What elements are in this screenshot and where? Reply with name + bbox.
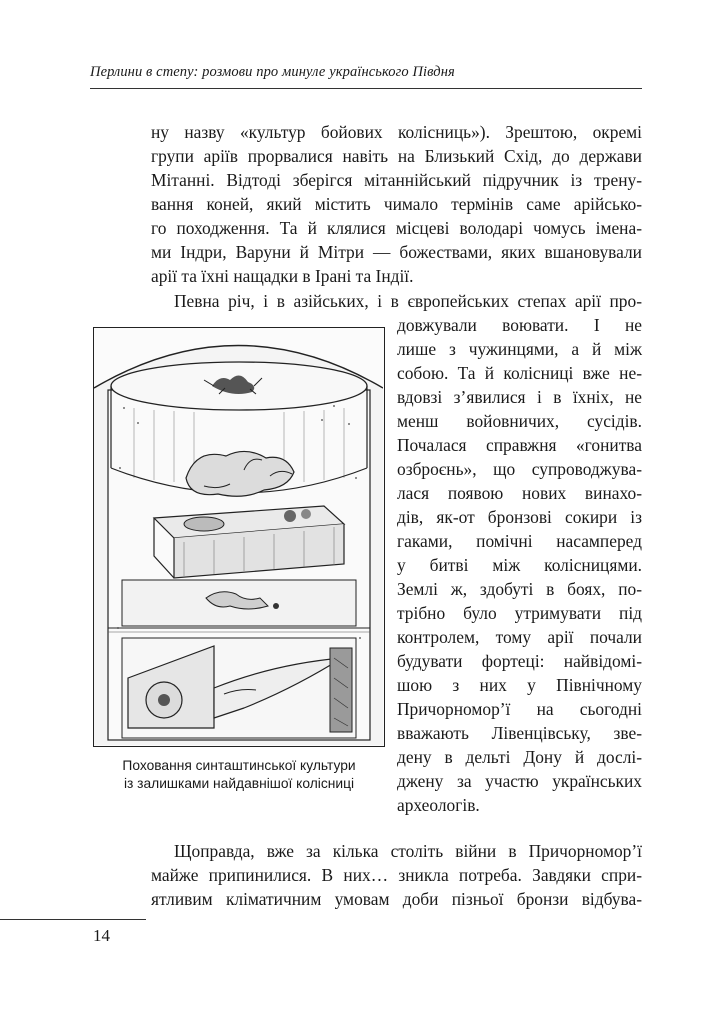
text-line: лася появою нових винахо- bbox=[397, 483, 642, 503]
text-line: майже припинилися. В них… зникла потреба. Завдяки спри- bbox=[151, 865, 642, 885]
text-line: довжували воювати. І не bbox=[397, 315, 642, 335]
text-line: групи аріїв прорвалися навіть на Близький Схід, до держави bbox=[151, 146, 642, 166]
page-number: 14 bbox=[93, 926, 110, 945]
text-line: контролем, тому арії почали bbox=[397, 627, 642, 647]
text-line: дену в дельті Дону й дослі- bbox=[397, 747, 642, 767]
text-line: дів, як-от бронзові сокири із bbox=[397, 507, 642, 527]
text-line: Мітанні. Відтоді зберігся мітаннійський підручник із трену- bbox=[151, 170, 642, 190]
text-line: лише з чужинцями, а й між bbox=[397, 339, 642, 359]
text-line: вдовзі з’явилися і в їхніх, не bbox=[397, 387, 642, 407]
running-head: Перлини в степу: розмови про минуле українського Півдня bbox=[90, 64, 455, 80]
text-line: ми Індри, Варуни й Мітри — божествами, яких вшановували bbox=[151, 242, 642, 262]
text-line: трібно було утримувати під bbox=[397, 603, 642, 623]
figure-caption: Поховання синташтинської культури bbox=[122, 758, 356, 773]
text-line: арії та їхні нащадки в Ірані та Індії. bbox=[151, 266, 414, 286]
header-rule bbox=[90, 88, 642, 89]
text-line: Причорномор’ї на сьогодні bbox=[397, 699, 642, 719]
text-line: озброєнь», що супроводжува- bbox=[397, 459, 642, 479]
text-line: Почалася справжня «гонитва bbox=[397, 435, 642, 455]
text-line: ну назву «культур бойових колісниць»). Зрештою, окремі bbox=[151, 122, 642, 142]
text-line: гаками, помічні насамперед bbox=[397, 531, 642, 551]
text-line: собою. Та й колісниці вже не- bbox=[397, 363, 642, 383]
text-line: вання коней, який містить чимало термінів саме арійсько- bbox=[151, 194, 642, 214]
text-line: у битві між колісницями. bbox=[397, 555, 642, 575]
figure-caption: із залишками найдавнішої колісниці bbox=[123, 776, 355, 791]
text-line: будувати фортеці: найвідомі- bbox=[397, 651, 642, 671]
text-line: го походження. Та й клялися місцеві володарі чомусь імена- bbox=[151, 218, 642, 238]
text-line: Певна річ, і в азійських, і в європейських степах арії про- bbox=[174, 291, 642, 311]
burial-illustration bbox=[93, 327, 385, 747]
footer-rule bbox=[0, 919, 146, 920]
text-line: Землі ж, здобуті в боях, по- bbox=[397, 579, 642, 599]
text-line: ятливим кліматичним умовам доби пізньої бронзи відбува- bbox=[151, 889, 642, 909]
text-line: менш войовничих, сусідів. bbox=[397, 411, 642, 431]
text-line: вважають Лівенцівську, зве- bbox=[397, 723, 642, 743]
text-line: Щоправда, вже за кілька століть війни в Причорномор’ї bbox=[174, 841, 642, 861]
text-line: шою з них у Північному bbox=[397, 675, 642, 695]
text-line: джену за участю українських bbox=[397, 771, 642, 791]
text-line: археологів. bbox=[397, 795, 480, 815]
